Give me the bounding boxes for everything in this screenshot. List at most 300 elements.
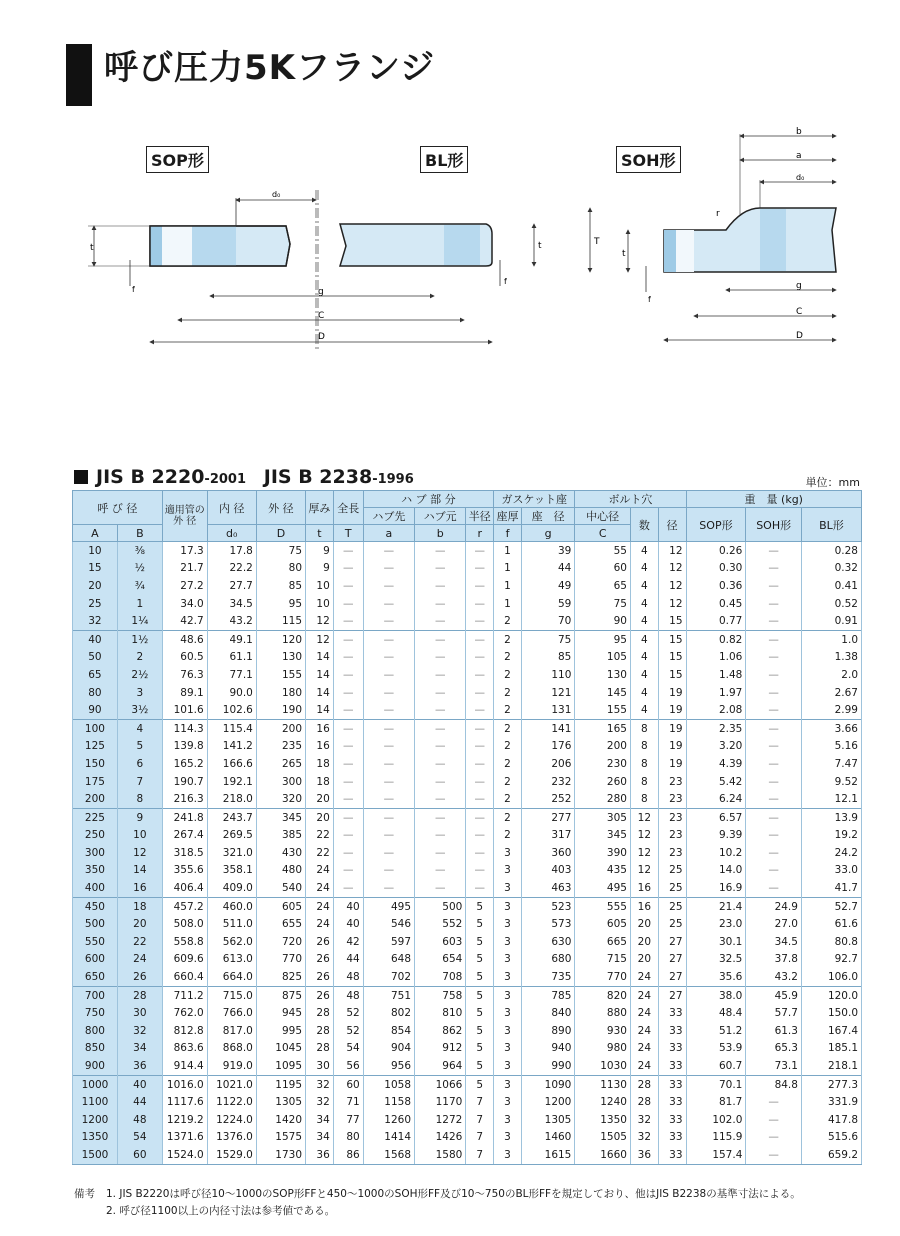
table-cell: 80.8	[801, 933, 861, 951]
table-cell: 1615	[521, 1146, 574, 1164]
table-cell: —	[333, 773, 363, 791]
table-cell: 8	[630, 773, 658, 791]
table-row	[73, 738, 862, 756]
table-cell: —	[415, 577, 466, 595]
table-cell: 648	[363, 951, 414, 969]
notes-label: 備考	[74, 1188, 95, 1200]
table-cell: 5.42	[686, 773, 746, 791]
table-cell: 56	[333, 1057, 363, 1075]
header-gasket-dia: 座 径	[521, 508, 574, 525]
table-cell: —	[415, 738, 466, 756]
table-cell: —	[746, 649, 802, 667]
table-cell: 417.8	[801, 1111, 861, 1129]
table-cell: —	[333, 738, 363, 756]
table-cell: 2	[494, 790, 522, 808]
table-cell: 1272	[415, 1111, 466, 1129]
header-bolt: ボルト穴	[575, 491, 686, 508]
table-row	[73, 933, 862, 951]
table-row	[73, 1093, 862, 1111]
table-cell: 18	[306, 773, 334, 791]
table-cell: 73.1	[746, 1057, 802, 1075]
table-cell: 1	[494, 560, 522, 578]
table-cell: 48	[117, 1111, 162, 1129]
table-cell: 28	[306, 1040, 334, 1058]
table-cell: 5	[466, 951, 494, 969]
unit-label: 単位：mm	[805, 476, 860, 489]
table-cell: 48	[333, 968, 363, 986]
table-cell: 241.8	[162, 808, 207, 826]
table-cell: 945	[256, 1004, 305, 1022]
table-cell: 5	[466, 1004, 494, 1022]
table-cell: 10.2	[686, 844, 746, 862]
table-cell: 14	[306, 666, 334, 684]
table-cell: 0.45	[686, 595, 746, 613]
table-cell: 232	[521, 773, 574, 791]
table-cell: 1117.6	[162, 1093, 207, 1111]
table-cell: 92.7	[801, 951, 861, 969]
table-cell: 28	[306, 1004, 334, 1022]
table-cell: —	[363, 790, 414, 808]
table-cell: 7	[466, 1111, 494, 1129]
table-cell: 60.7	[686, 1057, 746, 1075]
table-cell: —	[746, 701, 802, 719]
table-cell: 14	[306, 701, 334, 719]
table-cell: 22	[306, 827, 334, 845]
table-cell: 4	[630, 666, 658, 684]
table-cell: 110	[521, 666, 574, 684]
header-pipe-od: 適用管の外 径	[162, 491, 207, 542]
table-cell: 75	[575, 595, 631, 613]
table-row	[73, 879, 862, 897]
bl-drawing	[318, 190, 534, 350]
table-cell: 1045	[256, 1040, 305, 1058]
table-cell: 5	[466, 915, 494, 933]
table-cell: 802	[363, 1004, 414, 1022]
table-cell: 54	[333, 1040, 363, 1058]
table-cell: —	[333, 684, 363, 702]
table-cell: 23.0	[686, 915, 746, 933]
table-cell: 9.39	[686, 827, 746, 845]
table-cell: 36	[306, 1146, 334, 1164]
table-cell: 3	[494, 1040, 522, 1058]
table-cell: 155	[256, 666, 305, 684]
table-cell: 665	[575, 933, 631, 951]
table-cell: 33	[658, 1146, 686, 1164]
table-cell: 3	[494, 1022, 522, 1040]
table-cell: 45.9	[746, 986, 802, 1004]
table-cell: 65.3	[746, 1040, 802, 1058]
table-cell: 80	[333, 1129, 363, 1147]
table-cell: —	[746, 827, 802, 845]
table-cell: 4	[117, 719, 162, 737]
table-cell: 26	[306, 968, 334, 986]
table-cell: 19	[658, 738, 686, 756]
table-cell: 40	[333, 915, 363, 933]
table-cell: 40	[333, 897, 363, 915]
table-cell: —	[466, 666, 494, 684]
table-cell: 720	[256, 933, 305, 951]
table-cell: 0.32	[801, 560, 861, 578]
table-cell: 4	[630, 649, 658, 667]
table-cell: 105	[575, 649, 631, 667]
header-bolt-dia: 径	[658, 508, 686, 542]
table-cell: 912	[415, 1040, 466, 1058]
table-cell: 230	[575, 755, 631, 773]
table-cell: 1016.0	[162, 1075, 207, 1093]
table-cell: 0.30	[686, 560, 746, 578]
table-cell: —	[746, 862, 802, 880]
table-cell: —	[363, 649, 414, 667]
header-radius: 半径	[466, 508, 494, 525]
table-cell: 603	[415, 933, 466, 951]
table-cell: —	[415, 560, 466, 578]
table-cell: 770	[575, 968, 631, 986]
table-cell: 141	[521, 719, 574, 737]
table-cell: 43.2	[746, 968, 802, 986]
header-r: r	[466, 525, 494, 542]
table-cell: 3	[494, 1129, 522, 1147]
page-title: 呼び圧力5Kフランジ	[104, 48, 436, 88]
table-cell: 42.7	[162, 612, 207, 630]
table-cell: 495	[575, 879, 631, 897]
table-cell: 155	[575, 701, 631, 719]
table-cell: 52.7	[801, 897, 861, 915]
table-cell: 1500	[73, 1146, 118, 1164]
table-cell: 1575	[256, 1129, 305, 1147]
table-cell: 90.0	[207, 684, 256, 702]
table-row	[73, 649, 862, 667]
table-cell: 6	[117, 755, 162, 773]
table-cell: 95	[575, 630, 631, 648]
header-g: g	[521, 525, 574, 542]
table-cell: 1568	[363, 1146, 414, 1164]
table-cell: 850	[73, 1040, 118, 1058]
table-row	[73, 951, 862, 969]
table-cell: 24	[306, 879, 334, 897]
header-a: a	[363, 525, 414, 542]
table-cell: —	[746, 595, 802, 613]
table-cell: 23	[658, 827, 686, 845]
table-cell: 14	[306, 684, 334, 702]
table-cell: 1529.0	[207, 1146, 256, 1164]
table-cell: 19	[658, 755, 686, 773]
table-cell: 10	[117, 827, 162, 845]
table-cell: 318.5	[162, 844, 207, 862]
table-cell: 4.39	[686, 755, 746, 773]
table-cell: 15	[658, 612, 686, 630]
table-cell: 277.3	[801, 1075, 861, 1093]
table-cell: 86	[333, 1146, 363, 1164]
table-cell: 1.38	[801, 649, 861, 667]
table-cell: 1426	[415, 1129, 466, 1147]
table-cell: 0.26	[686, 542, 746, 560]
table-cell: 20	[117, 915, 162, 933]
table-cell: 5	[466, 897, 494, 915]
table-cell: 1524.0	[162, 1146, 207, 1164]
table-cell: —	[415, 719, 466, 737]
table-cell: 0.28	[801, 542, 861, 560]
table-cell: 3	[494, 1093, 522, 1111]
table-cell: 15	[658, 649, 686, 667]
table-cell: 1.97	[686, 684, 746, 702]
table-cell: 12.1	[801, 790, 861, 808]
table-cell: 552	[415, 915, 466, 933]
table-cell: —	[415, 827, 466, 845]
table-cell: 49.1	[207, 630, 256, 648]
table-cell: 508.0	[162, 915, 207, 933]
table-cell: —	[363, 827, 414, 845]
table-cell: 3	[494, 897, 522, 915]
table-cell: 3	[494, 951, 522, 969]
table-cell: —	[466, 542, 494, 560]
table-cell: 102.0	[686, 1111, 746, 1129]
table-cell: —	[746, 1129, 802, 1147]
table-cell: 33	[658, 1111, 686, 1129]
table-cell: 115.9	[686, 1129, 746, 1147]
table-cell: 19.2	[801, 827, 861, 845]
table-cell: 26	[306, 933, 334, 951]
table-cell: 463	[521, 879, 574, 897]
table-cell: 157.4	[686, 1146, 746, 1164]
table-cell: 40	[73, 630, 118, 648]
table-cell: 33.0	[801, 862, 861, 880]
header-do: d₀	[207, 525, 256, 542]
header-nominal: 呼 び 径	[73, 491, 163, 525]
table-cell: 562.0	[207, 933, 256, 951]
dim-t-label: t	[90, 243, 94, 253]
table-cell: 3	[117, 684, 162, 702]
table-cell: 914.4	[162, 1057, 207, 1075]
table-cell: —	[415, 862, 466, 880]
table-cell: 12	[630, 808, 658, 826]
table-cell: 1030	[575, 1057, 631, 1075]
table-cell: —	[333, 701, 363, 719]
table-cell: 37.8	[746, 951, 802, 969]
table-cell: —	[363, 879, 414, 897]
table-cell: 13.9	[801, 808, 861, 826]
table-cell: 6.24	[686, 790, 746, 808]
table-cell: 39	[521, 542, 574, 560]
table-cell: 5	[117, 738, 162, 756]
table-cell: —	[415, 595, 466, 613]
table-cell: 50	[73, 649, 118, 667]
table-cell: 20	[73, 577, 118, 595]
table-cell: —	[746, 719, 802, 737]
table-cell: —	[746, 542, 802, 560]
table-cell: 8	[117, 790, 162, 808]
table-cell: 28	[306, 1022, 334, 1040]
table-cell: 59	[521, 595, 574, 613]
table-cell: 30	[306, 1057, 334, 1075]
table-cell: 141.2	[207, 738, 256, 756]
table-cell: 1122.0	[207, 1093, 256, 1111]
table-cell: —	[746, 1093, 802, 1111]
table-cell: 41.7	[801, 879, 861, 897]
table-row	[73, 1040, 862, 1058]
table-cell: —	[333, 719, 363, 737]
table-cell: 33	[658, 1004, 686, 1022]
dim-d-label: D	[318, 332, 325, 342]
table-cell: 2.35	[686, 719, 746, 737]
table-cell: 880	[575, 1004, 631, 1022]
table-cell: —	[333, 755, 363, 773]
table-cell: 875	[256, 986, 305, 1004]
header-C: C	[575, 525, 631, 542]
table-cell: 9	[306, 542, 334, 560]
table-cell: 550	[73, 933, 118, 951]
table-cell: 44	[117, 1093, 162, 1111]
table-cell: 995	[256, 1022, 305, 1040]
table-cell: 800	[73, 1022, 118, 1040]
table-cell: 430	[256, 844, 305, 862]
table-cell: 655	[256, 915, 305, 933]
table-cell: 5	[466, 1075, 494, 1093]
table-cell: 52	[333, 1022, 363, 1040]
table-cell: 85	[256, 577, 305, 595]
table-cell: 5	[466, 968, 494, 986]
table-cell: 33	[658, 1129, 686, 1147]
table-cell: 22	[117, 933, 162, 951]
table-cell: 609.6	[162, 951, 207, 969]
table-cell: 71	[333, 1093, 363, 1111]
table-cell: 267.4	[162, 827, 207, 845]
table-cell: —	[363, 862, 414, 880]
table-cell: 22	[306, 844, 334, 862]
table-cell: 106.0	[801, 968, 861, 986]
table-cell: 176	[521, 738, 574, 756]
table-cell: 42	[333, 933, 363, 951]
table-cell: 930	[575, 1022, 631, 1040]
dim-T-label: T	[594, 237, 600, 247]
header-bl: BL形	[801, 508, 861, 542]
table-cell: 12	[630, 862, 658, 880]
standard-2: JIS B 2238	[263, 466, 373, 488]
table-cell: —	[415, 879, 466, 897]
table-row	[73, 844, 862, 862]
table-cell: 9	[306, 560, 334, 578]
table-cell: 2½	[117, 666, 162, 684]
table-cell: 120	[256, 630, 305, 648]
table-cell: 3	[494, 915, 522, 933]
table-cell: 25	[658, 862, 686, 880]
table-cell: 12	[658, 560, 686, 578]
table-cell: 825	[256, 968, 305, 986]
table-cell: 4	[630, 701, 658, 719]
table-cell: 33	[658, 1022, 686, 1040]
table-cell: —	[746, 684, 802, 702]
table-cell: 23	[658, 790, 686, 808]
table-cell: 400	[73, 879, 118, 897]
table-cell: ½	[117, 560, 162, 578]
table-cell: 1100	[73, 1093, 118, 1111]
table-cell: —	[333, 808, 363, 826]
table-cell: 235	[256, 738, 305, 756]
table-cell: 555	[575, 897, 631, 915]
table-cell: 770	[256, 951, 305, 969]
table-cell: 0.52	[801, 595, 861, 613]
table-cell: 139.8	[162, 738, 207, 756]
table-cell: —	[746, 738, 802, 756]
table-cell: 515.6	[801, 1129, 861, 1147]
table-cell: 60	[117, 1146, 162, 1164]
table-cell: 820	[575, 986, 631, 1004]
table-cell: —	[746, 630, 802, 648]
table-row	[73, 1111, 862, 1129]
table-cell: —	[466, 560, 494, 578]
table-cell: 1219.2	[162, 1111, 207, 1129]
table-cell: —	[415, 701, 466, 719]
table-cell: 758	[415, 986, 466, 1004]
table-cell: 321.0	[207, 844, 256, 862]
table-cell: 190.7	[162, 773, 207, 791]
table-cell: 660.4	[162, 968, 207, 986]
square-bullet-icon	[74, 470, 88, 484]
table-cell: 2	[494, 630, 522, 648]
table-cell: 89.1	[162, 684, 207, 702]
table-cell: 260	[575, 773, 631, 791]
header-sop: SOP形	[686, 508, 746, 542]
table-cell: —	[333, 595, 363, 613]
table-cell: 4	[630, 630, 658, 648]
table-cell: 32	[306, 1093, 334, 1111]
table-cell: 10	[306, 595, 334, 613]
table-cell: 558.8	[162, 933, 207, 951]
table-cell: 25	[658, 897, 686, 915]
table-cell: 1	[117, 595, 162, 613]
dim-t-label-bl: t	[538, 241, 542, 251]
table-row	[73, 1075, 862, 1093]
table-cell: 28	[117, 986, 162, 1004]
header-T: T	[333, 525, 363, 542]
header-pcd: 中心径	[575, 508, 631, 525]
table-cell: 24	[306, 862, 334, 880]
table-cell: 12	[658, 577, 686, 595]
table-cell: 715.0	[207, 986, 256, 1004]
note-1: 1. JIS B2220は呼び径10～1000のSOP形FFと450～1000のSOH形FF及び10～750のBL形FFを規定しており、他はJIS B2238の基準寸法による。	[106, 1188, 801, 1200]
table-cell: 269.5	[207, 827, 256, 845]
dim-do-label: d₀	[272, 190, 281, 199]
table-cell: —	[363, 630, 414, 648]
table-cell: —	[466, 755, 494, 773]
table-cell: 358.1	[207, 862, 256, 880]
table-cell: 61.1	[207, 649, 256, 667]
table-cell: 403	[521, 862, 574, 880]
table-cell: 23	[658, 773, 686, 791]
table-cell: 3.20	[686, 738, 746, 756]
table-cell: 300	[256, 773, 305, 791]
table-cell: 43.2	[207, 612, 256, 630]
soh-drawing	[590, 127, 836, 341]
table-row	[73, 719, 862, 737]
table-cell: 700	[73, 986, 118, 1004]
table-cell: —	[746, 612, 802, 630]
table-cell: 904	[363, 1040, 414, 1058]
dim-b-label: b	[796, 127, 802, 137]
flange-drawing	[0, 120, 900, 370]
table-cell: 605	[256, 897, 305, 915]
table-cell: 36	[630, 1146, 658, 1164]
table-cell: 1350	[73, 1129, 118, 1147]
table-cell: 14.0	[686, 862, 746, 880]
table-cell: 2	[494, 773, 522, 791]
table-row	[73, 595, 862, 613]
table-cell: 26	[306, 986, 334, 1004]
table-cell: 44	[333, 951, 363, 969]
table-cell: 1240	[575, 1093, 631, 1111]
table-cell: 16	[306, 738, 334, 756]
table-cell: 840	[521, 1004, 574, 1022]
table-cell: 24	[117, 951, 162, 969]
